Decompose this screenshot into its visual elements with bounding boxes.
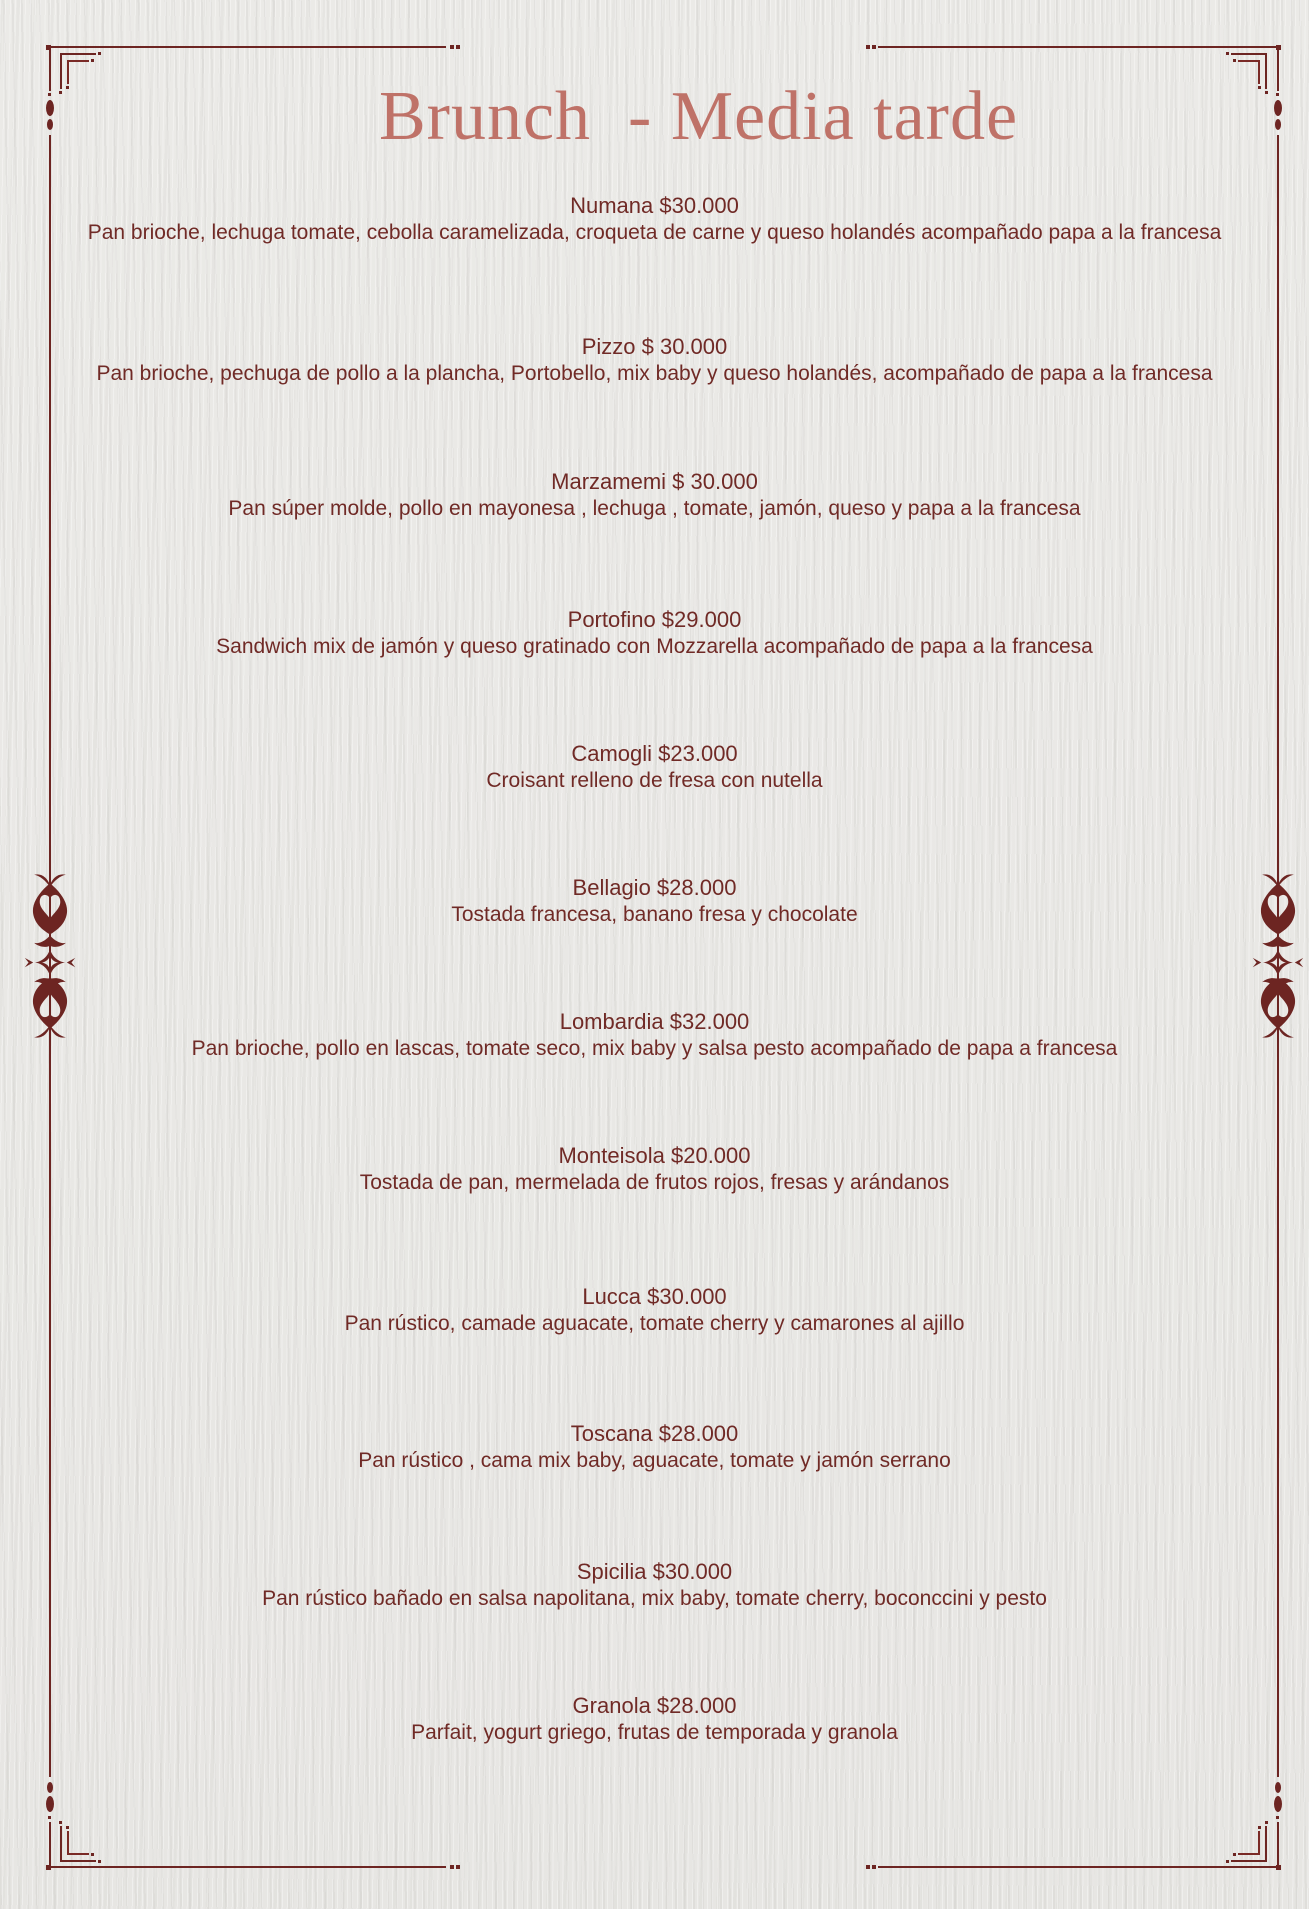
item-description: Pan súper molde, pollo en mayonesa , lechuga , tomate, jamón, queso y papa a la francesa xyxy=(228,497,1081,520)
item-name: Lombardia $32.000 xyxy=(559,1009,750,1034)
item-name: Numana $30.000 xyxy=(570,193,739,218)
menu-item xyxy=(0,193,1309,246)
frame-dot xyxy=(450,1865,454,1869)
item-description: Parfait, yogurt griego, frutas de temporada y granola xyxy=(411,1721,898,1744)
frame-dot xyxy=(450,45,454,49)
frame-dot xyxy=(866,1865,870,1869)
corner-junction-dot xyxy=(46,45,51,50)
corner-flourish-bottom-right-icon xyxy=(1219,1808,1279,1868)
frame-dot xyxy=(872,1865,876,1869)
menu-item xyxy=(0,875,1309,928)
frame-bead xyxy=(47,1782,53,1793)
page-title: Brunch - Media tarde xyxy=(378,78,1019,155)
item-name: Marzamemi $ 30.000 xyxy=(551,469,758,494)
item-name: Pizzo $ 30.000 xyxy=(581,334,728,359)
corner-flourish-bottom-left-icon xyxy=(48,1808,108,1868)
item-description: Pan rústico , cama mix baby, aguacate, tomate y jamón serrano xyxy=(358,1449,951,1472)
frame-dot xyxy=(866,45,870,49)
menu-item xyxy=(0,1009,1309,1062)
item-description: Pan brioche, pechuga de pollo a la plancha, Portobello, mix baby y queso holandés, acompañado de papa a la francesa xyxy=(96,362,1213,385)
menu-item xyxy=(0,469,1309,522)
item-name: Monteisola $20.000 xyxy=(558,1143,751,1168)
frame-border-bottom-right-segment xyxy=(878,1866,1278,1868)
menu-item xyxy=(0,1143,1309,1196)
menu-item xyxy=(0,741,1309,794)
menu-item xyxy=(0,334,1309,387)
item-description: Croisant relleno de fresa con nutella xyxy=(486,769,823,792)
item-description: Pan brioche, lechuga tomate, cebolla caramelizada, croqueta de carne y queso holandés acompañado papa a la francesa xyxy=(87,221,1222,244)
frame-dot xyxy=(872,45,876,49)
frame-dot xyxy=(456,1865,460,1869)
item-description: Pan rústico, camade aguacate, tomate cherry y camarones al ajillo xyxy=(344,1312,965,1335)
frame-bead xyxy=(1275,1782,1281,1793)
item-description: Sandwich mix de jamón y queso gratinado con Mozzarella acompañado de papa a la francesa xyxy=(216,635,1093,658)
item-description: Tostada francesa, banano fresa y chocolate xyxy=(451,903,858,926)
item-description: Pan rústico bañado en salsa napolitana, mix baby, tomate cherry, boconccini y pesto xyxy=(262,1587,1047,1610)
menu-item xyxy=(0,1693,1309,1746)
menu-item xyxy=(0,1284,1309,1337)
menu-item xyxy=(0,607,1309,660)
item-name: Camogli $23.000 xyxy=(571,741,738,766)
item-name: Toscana $28.000 xyxy=(570,1421,739,1446)
item-description: Pan brioche, pollo en lascas, tomate seco, mix baby y salsa pesto acompañado de papa a francesa xyxy=(191,1037,1118,1060)
frame-border-top-right-segment xyxy=(878,46,1278,48)
item-name: Spicilia $30.000 xyxy=(576,1559,733,1584)
menu-item xyxy=(0,1559,1309,1612)
frame-dot xyxy=(456,45,460,49)
menu-item xyxy=(0,1421,1309,1474)
item-name: Bellagio $28.000 xyxy=(572,875,737,900)
item-description: Tostada de pan, mermelada de frutos rojos, fresas y arándanos xyxy=(359,1171,950,1194)
item-name: Portofino $29.000 xyxy=(567,607,742,632)
item-name: Lucca $30.000 xyxy=(582,1284,727,1309)
item-name: Granola $28.000 xyxy=(572,1693,737,1718)
